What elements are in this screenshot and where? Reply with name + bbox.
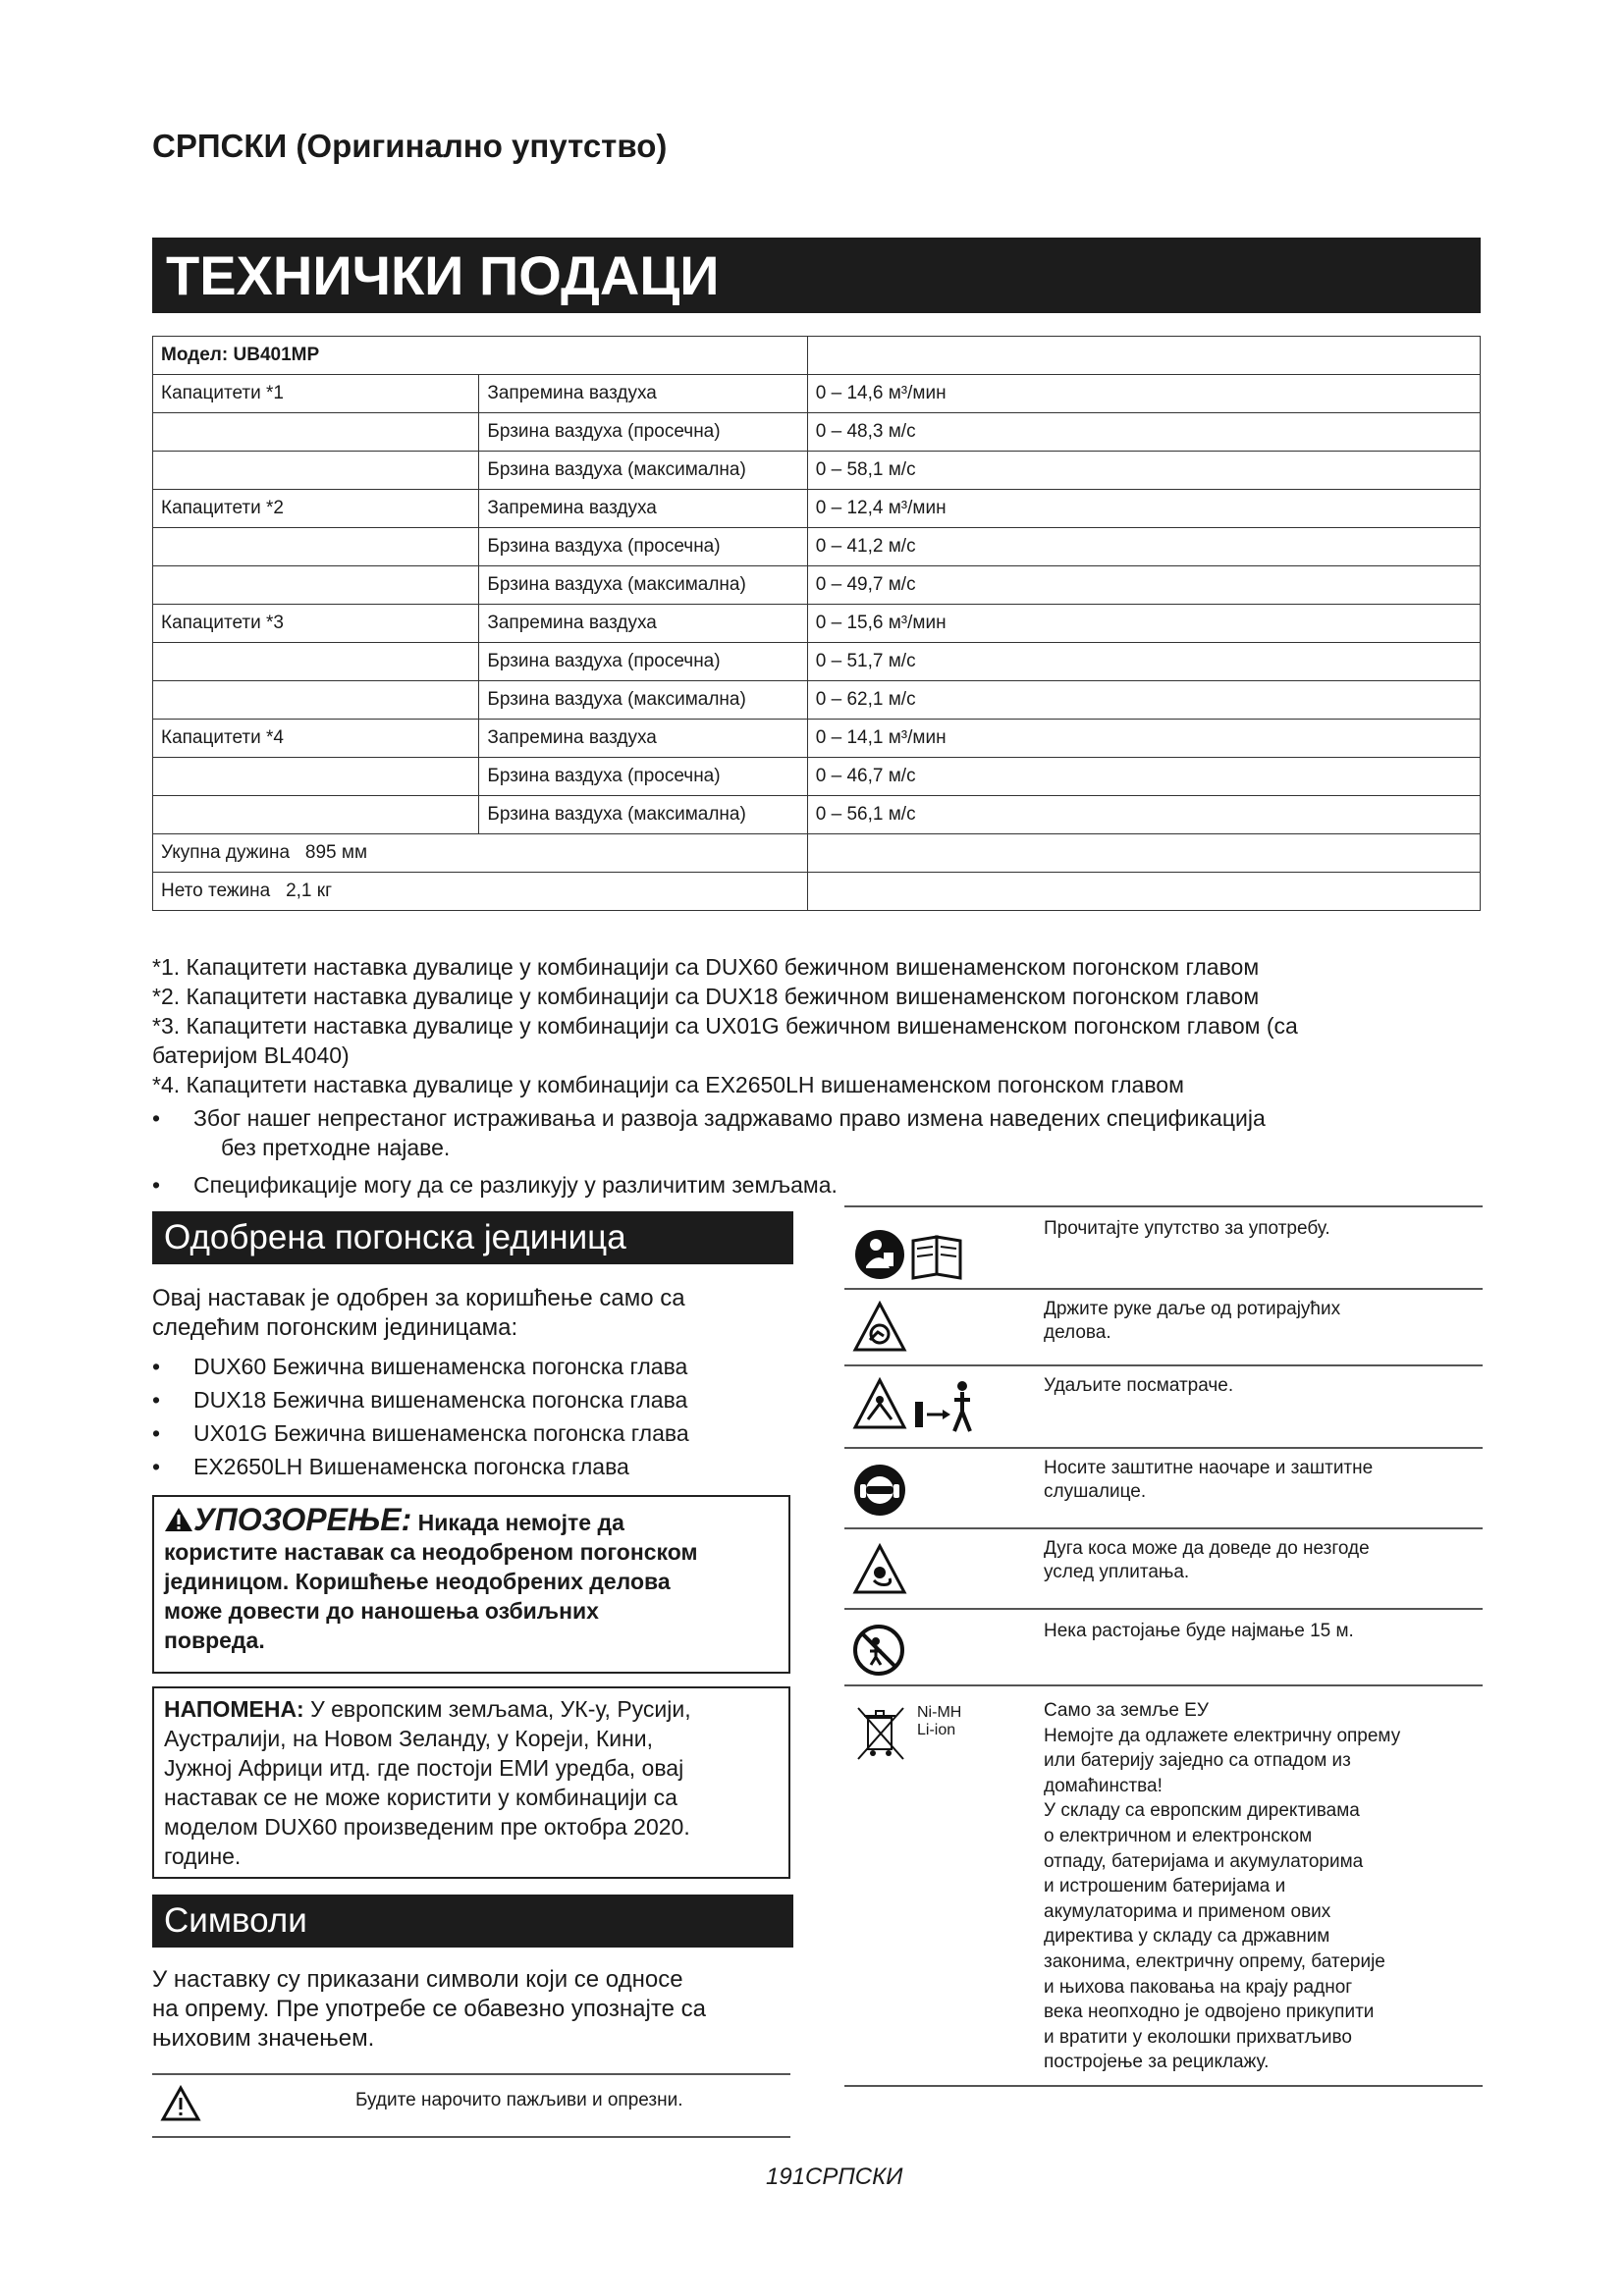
table-row: [153, 720, 1481, 758]
max-speed-value: 0 – 58,1 м/с: [807, 452, 1480, 490]
page-title: СРПСКИ (Оригинално упутство): [152, 128, 668, 164]
divider: [844, 1608, 1483, 1610]
note-box: НАПОМЕНА: У европским земљама, УК-у, Русији, Аустралији, на Новом Зеланду, у Кореји, Кини, Јужној Африци итд. где постоји ЕМИ уредба, овај наставак се не може користити у комбинацији са моделом DUX60 произведеним пре октобра 2020. године.: [152, 1686, 790, 1879]
symbol-text: Дуга коса може да доведе до незгоде услед уплитања.: [1044, 1538, 1370, 1582]
avg-speed-value: 0 – 48,3 м/с: [807, 413, 1480, 452]
caution-icon: [160, 2085, 201, 2122]
volume-value: 0 – 15,6 м³/мин: [807, 605, 1480, 643]
symbol-text: Удаљите посматраче.: [1044, 1375, 1234, 1396]
entanglement-icon: [852, 1543, 907, 1596]
model-value: UB401MP: [233, 345, 320, 365]
list-item: • DUX18 Бежична вишенаменска погонска глава: [152, 1387, 688, 1413]
max-speed-value: 0 – 62,1 м/с: [807, 681, 1480, 720]
symbols-heading: Символи: [152, 1895, 793, 1948]
spec-bullet: • Спецификације могу да се разликују у различитим земљама.: [152, 1172, 838, 1198]
symbol-text: Носите заштитне наочаре и заштитне слушалице.: [1044, 1458, 1374, 1502]
capacity-label: Капацитети *4: [153, 720, 479, 758]
volume-label: Запремина ваздуха: [479, 605, 807, 643]
divider: [844, 1364, 1483, 1366]
table-row: [153, 337, 1481, 375]
distance-icon: [852, 1624, 905, 1677]
avg-speed-label: Брзина ваздуха (просечна): [479, 643, 807, 681]
volume-value: 0 – 14,6 м³/мин: [807, 375, 1480, 413]
length-value: 895 мм: [304, 842, 368, 863]
divider: [844, 1527, 1483, 1529]
avg-speed-value: 0 – 46,7 м/с: [807, 758, 1480, 796]
volume-value: 0 – 14,1 м³/мин: [807, 720, 1480, 758]
volume-label: Запремина ваздуха: [479, 490, 807, 528]
symbol-text: Нека растојање буде најмање 15 м.: [1044, 1621, 1354, 1641]
divider: [844, 1684, 1483, 1686]
warning-box: УПОЗОРЕЊЕ: Никада немојте да користите наставак са неодобреном погонском јединицом. Коришћење неодобрених делова може довести до наношења озбиљних повреда.: [152, 1495, 790, 1674]
page-number: 191СРПСКИ: [766, 2163, 903, 2190]
table-row: [153, 681, 1481, 720]
table-row: [153, 796, 1481, 834]
max-speed-label: Брзина ваздуха (максимална): [479, 796, 807, 834]
specs-heading: ТЕХНИЧКИ ПОДАЦИ: [152, 238, 1481, 313]
model-cell: [153, 337, 808, 375]
bystanders-icon: [852, 1376, 980, 1435]
list-item: • EX2650LH Вишенаменска погонска глава: [152, 1454, 629, 1479]
divider: [152, 2136, 790, 2138]
symbol-text: Држите руке даље од ротирајућих делова.: [1044, 1299, 1341, 1343]
capacity-label: Капацитети *1: [153, 375, 479, 413]
footnote-3-cont: батеријом BL4040): [152, 1042, 350, 1068]
weight-value: 2,1 кг: [286, 881, 332, 901]
length-cell: [153, 834, 808, 873]
list-item: • DUX60 Бежична вишенаменска погонска глава: [152, 1354, 688, 1379]
table-row: [153, 643, 1481, 681]
read-manual-icon: [852, 1227, 970, 1282]
table-row: [153, 605, 1481, 643]
divider: [152, 2073, 790, 2075]
weight-label: Нето тежина: [161, 881, 271, 901]
table-row: [153, 375, 1481, 413]
caution-text: Будите нарочито пажљиви и опрезни.: [355, 2090, 683, 2110]
warning-icon: [164, 1507, 193, 1532]
capacity-label: Капацитети *2: [153, 490, 479, 528]
battery-labels: Ni-MH Li-ion: [917, 1704, 962, 1738]
table-row: [153, 452, 1481, 490]
divider: [844, 1447, 1483, 1449]
symbol-text: Прочитајте упутство за употребу.: [1044, 1218, 1330, 1239]
max-speed-label: Брзина ваздуха (максимална): [479, 452, 807, 490]
capacity-label: Капацитети *3: [153, 605, 479, 643]
weee-text: Само за земље ЕУ Немојте да одлажете електричну опрему или батерију заједно са отпадом из домаћинства! У складу са европским директивама о електричном и електронском отпаду, батеријама и акумулаторима и истрошеним батеријама и акумулаторима и применом ових директива у складу са државним законима, електричну опрему, батерије и њихова паковања на крају радног века неопходно је одвојено прикупити и вратити у еколошки прихватљиво постројење за рециклажу.: [1044, 1700, 1401, 2073]
footnote-1: *1. Капацитети наставка дувалице у комбинацији са DUX60 бежичном вишенаменском погонском главом: [152, 954, 1260, 980]
max-speed-label: Брзина ваздуха (максимална): [479, 681, 807, 720]
divider: [844, 2085, 1483, 2087]
table-row: [153, 490, 1481, 528]
divider: [844, 1288, 1483, 1290]
rotating-parts-icon: [852, 1301, 907, 1354]
volume-label: Запремина ваздуха: [479, 720, 807, 758]
table-row: [153, 758, 1481, 796]
model-label: Модел:: [161, 345, 229, 365]
avg-speed-label: Брзина ваздуха (просечна): [479, 758, 807, 796]
note-head: НАПОМЕНА:: [164, 1696, 304, 1722]
volume-value: 0 – 12,4 м³/мин: [807, 490, 1480, 528]
length-label: Укупна дужина: [161, 842, 291, 863]
avg-speed-value: 0 – 51,7 м/с: [807, 643, 1480, 681]
list-item: • UX01G Бежична вишенаменска погонска глава: [152, 1420, 689, 1446]
footnote-2: *2. Капацитети наставка дувалице у комбинацији са DUX18 бежичном вишенаменском погонском главом: [152, 984, 1260, 1009]
avg-speed-value: 0 – 41,2 м/с: [807, 528, 1480, 566]
crossed-bin-icon: [854, 1704, 907, 1763]
divider: [844, 1205, 1483, 1207]
avg-speed-label: Брзина ваздуха (просечна): [479, 413, 807, 452]
max-speed-label: Брзина ваздуха (максимална): [479, 566, 807, 605]
warning-head: УПОЗОРЕЊЕ:: [193, 1502, 412, 1537]
table-row: [153, 873, 1481, 911]
max-speed-value: 0 – 56,1 м/с: [807, 796, 1480, 834]
table-row: [153, 566, 1481, 605]
symbols-intro: У наставку су приказани символи који се односе на опрему. Пре употребе се обавезно упознајте са њиховим значењем.: [152, 1966, 706, 2052]
approved-heading: Одобрена погонска јединица: [152, 1211, 793, 1264]
avg-speed-label: Брзина ваздуха (просечна): [479, 528, 807, 566]
table-row: [153, 413, 1481, 452]
spec-bullet: • Због нашег непрестаног истраживања и развоја задржавамо право измена наведених спецификација без претходне најаве.: [152, 1105, 1266, 1160]
approved-intro: Овај наставак је одобрен за коришћење само са следећим погонским јединицама:: [152, 1285, 685, 1341]
goggles-earmuffs-icon: [852, 1463, 907, 1518]
specs-table: [152, 336, 1481, 911]
footnote-3: *3. Капацитети наставка дувалице у комбинацији са UX01G бежичном вишенаменском погонском главом (са: [152, 1013, 1298, 1039]
table-row: [153, 834, 1481, 873]
max-speed-value: 0 – 49,7 м/с: [807, 566, 1480, 605]
footnote-4: *4. Капацитети наставка дувалице у комбинацији са EX2650LH вишенаменском погонском главом: [152, 1072, 1184, 1097]
table-row: [153, 528, 1481, 566]
volume-label: Запремина ваздуха: [479, 375, 807, 413]
weight-cell: [153, 873, 808, 911]
